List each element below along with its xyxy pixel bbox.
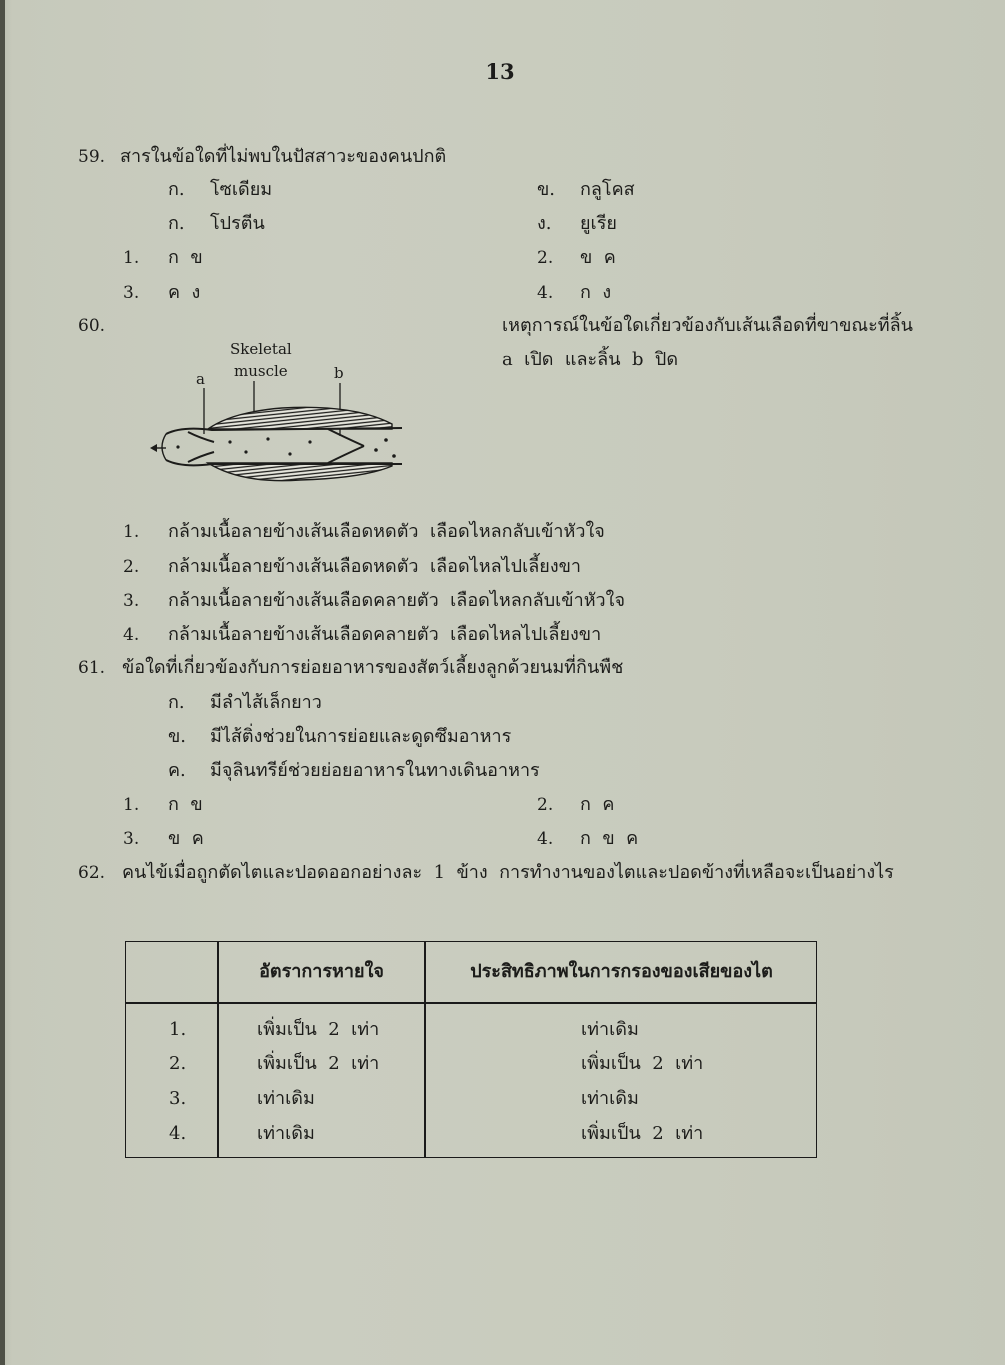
question-text: คนไข้เมื่อถูกตัดไตและปอดออกอย่างละ 1 ข้าง การทำงานของไตและปอดข้างที่เหลือจะเป็นอย่างไร — [122, 862, 894, 883]
vein-wall-top — [166, 428, 402, 434]
answer-text: กล้ามเนื้อลายข้างเส้นเลือดหดตัว เลือดไหลไปเลี้ยงขา — [168, 556, 582, 577]
vein-open-end — [162, 434, 166, 460]
answer-number: 1. — [123, 522, 140, 542]
diagram-label-skeletal: Skeletal — [230, 340, 292, 358]
choice-label: ข. — [537, 179, 556, 200]
question-number: 62. — [78, 863, 106, 883]
answer-text: ก ข — [168, 794, 203, 815]
vein-muscle-diagram — [150, 338, 410, 483]
table-cell: เท่าเดิม — [257, 1123, 315, 1144]
valve-b-flap-top — [328, 429, 364, 446]
question-number: 59. — [78, 147, 106, 167]
table-cell-number: 3. — [169, 1088, 187, 1109]
blood-dot — [392, 454, 396, 458]
table-cell-number: 4. — [169, 1123, 187, 1144]
valve-a-flap-bottom — [188, 452, 214, 462]
answer-table — [125, 941, 817, 1158]
answer-number: 2. — [537, 248, 554, 268]
table-cell: เท่าเดิม — [257, 1088, 315, 1109]
answer-text: ข ค — [580, 247, 616, 268]
answer-text: ก ง — [580, 282, 612, 303]
choice-text: มีลำไส้เล็กยาว — [210, 692, 322, 713]
blood-dot — [244, 450, 247, 453]
blood-dot — [266, 437, 269, 440]
answer-number: 1. — [123, 248, 140, 268]
table-header-cell: ประสิทธิภาพในการกรองของเสียของไต — [470, 961, 773, 982]
answer-number: 2. — [123, 557, 140, 577]
answer-number: 4. — [537, 283, 554, 303]
blood-dot — [228, 440, 231, 443]
answer-text: กล้ามเนื้อลายข้างเส้นเลือดคลายตัว เลือดไหลกลับเข้าหัวใจ — [168, 590, 626, 611]
table-header-divider — [126, 1002, 816, 1004]
question-text: สารในข้อใดที่ไม่พบในปัสสาวะของคนปกติ — [120, 146, 447, 167]
table-cell: เพิ่มเป็น 2 เท่า — [257, 1053, 380, 1074]
choice-label: ก. — [168, 179, 185, 200]
table-cell-number: 2. — [169, 1053, 187, 1074]
answer-text: ก ค — [580, 794, 615, 815]
answer-number: 3. — [123, 829, 140, 849]
upper-muscle-bundle — [208, 407, 392, 429]
blood-dot — [384, 438, 388, 442]
answer-number: 2. — [537, 795, 554, 815]
lower-muscle-bundle — [208, 463, 392, 481]
question-number: 60. — [78, 316, 106, 336]
table-header-cell: อัตราการหายใจ — [259, 961, 384, 982]
table-cell: เพิ่มเป็น 2 เท่า — [581, 1123, 704, 1144]
choice-text: โซเดียม — [210, 179, 273, 200]
answer-number: 4. — [123, 625, 140, 645]
diagram-label-b: b — [334, 364, 344, 382]
scan-edge — [0, 0, 5, 1365]
blood-dot — [374, 448, 378, 452]
table-cell: เพิ่มเป็น 2 เท่า — [581, 1053, 704, 1074]
valve-a-flap-top — [188, 432, 214, 442]
choice-text: มีจุลินทรีย์ช่วยย่อยอาหารในทางเดินอาหาร — [210, 760, 540, 781]
choice-text: ยูเรีย — [580, 213, 617, 234]
choice-label: ก. — [168, 692, 185, 713]
table-cell: เพิ่มเป็น 2 เท่า — [257, 1019, 380, 1040]
answer-text: ก ข — [168, 247, 203, 268]
blood-dot — [176, 445, 179, 448]
choice-text: มีไส้ติ่งช่วยในการย่อยและดูดซึมอาหาร — [210, 726, 512, 747]
table-cell: เท่าเดิม — [581, 1019, 639, 1040]
blood-dot — [308, 440, 311, 443]
blood-dot — [288, 452, 291, 455]
choice-label: ง. — [537, 213, 552, 234]
answer-number: 4. — [537, 829, 554, 849]
question-text-line1: เหตุการณ์ในข้อใดเกี่ยวข้องกับเส้นเลือดที่ขาขณะที่ลิ้น — [502, 315, 913, 336]
answer-text: ก ข ค — [580, 828, 639, 849]
question-text: ข้อใดที่เกี่ยวข้องกับการย่อยอาหารของสัตว์เลี้ยงลูกด้วยนมที่กินพืช — [122, 657, 624, 678]
choice-text: กลูโคส — [580, 179, 635, 200]
answer-number: 3. — [123, 283, 140, 303]
page-number: 13 — [485, 59, 515, 84]
table-cell-number: 1. — [169, 1019, 187, 1040]
answer-number: 3. — [123, 591, 140, 611]
diagram-label-muscle: muscle — [234, 362, 288, 380]
table-cell: เท่าเดิม — [581, 1088, 639, 1109]
valve-b-flap-bottom — [328, 446, 364, 463]
flow-arrow-head — [150, 444, 157, 452]
answer-text: ค ง — [168, 282, 201, 303]
answer-text: ข ค — [168, 828, 204, 849]
question-number: 61. — [78, 658, 106, 678]
answer-text: กล้ามเนื้อลายข้างเส้นเลือดหดตัว เลือดไหลกลับเข้าหัวใจ — [168, 521, 605, 542]
choice-label: ข. — [168, 726, 187, 747]
diagram-label-a: a — [196, 370, 205, 388]
question-text-line2: a เปิด และลิ้น b ปิด — [502, 349, 679, 370]
choice-label: ก. — [168, 213, 185, 234]
answer-text: กล้ามเนื้อลายข้างเส้นเลือดคลายตัว เลือดไหลไปเลี้ยงขา — [168, 624, 602, 645]
choice-text: โปรตีน — [210, 213, 265, 234]
choice-label: ค. — [168, 760, 186, 781]
answer-number: 1. — [123, 795, 140, 815]
